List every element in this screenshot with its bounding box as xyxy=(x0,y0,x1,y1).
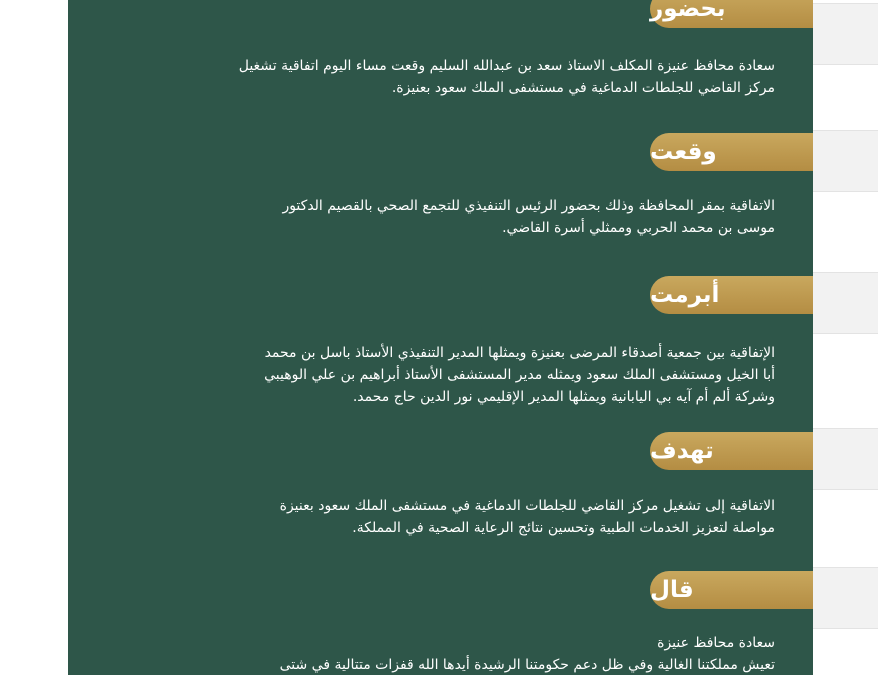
section-heading: أبرمت xyxy=(650,281,720,308)
section-line: مركز القاضي للجلطات الدماغية في مستشفى الملك سعود بعنيزة. xyxy=(391,80,775,96)
side-strip-5 xyxy=(813,567,878,629)
section-heading: قال xyxy=(650,576,694,603)
section-heading: تهدف xyxy=(650,437,714,464)
section-heading-tab xyxy=(650,276,813,314)
side-strip-2 xyxy=(813,130,878,192)
section-line: الاتفاقية إلى تشغيل مركز القاضي للجلطات الدماغية في مستشفى الملك سعود بعنيزة xyxy=(279,498,775,514)
section-line: تعيش مملكتنا الغالية وفي ظل دعم حكومتنا الرشيدة أيدها الله قفزات متتالية في شتى xyxy=(279,657,775,673)
side-strip-4 xyxy=(813,428,878,490)
side-strip-3 xyxy=(813,272,878,334)
section-line: سعادة محافظ عنيزة المكلف الاستاذ سعد بن عبدالله السليم وقعت مساء اليوم اتفاقية تشغيل xyxy=(238,58,775,74)
section-line: أبا الخيل ومستشفى الملك سعود ويمثله مدير المستشفى الأستاذ أبراهيم بن علي الوهيبي xyxy=(264,367,775,383)
section-line: الإتفاقية بين جمعية أصدقاء المرضى بعنيزة ويمثلها المدير التنفيذي الأستاذ باسل بن محمد xyxy=(264,345,775,361)
section-heading-tab xyxy=(650,571,813,609)
section-line: وشركة ألم أم آيه بي اليابانية ويمثلها المدير الإقليمي نور الدين حاج محمد. xyxy=(352,389,775,405)
section-line: سعادة محافظ عنيزة xyxy=(657,635,775,651)
section-heading-tab xyxy=(650,432,813,470)
section-body xyxy=(105,632,775,675)
side-strip-1 xyxy=(813,3,878,65)
section-heading: بحضور xyxy=(650,0,726,22)
section-heading: وقعت xyxy=(650,138,717,165)
section-body xyxy=(105,55,775,99)
section-line: مواصلة لتعزيز الخدمات الطبية وتحسين نتائج الرعاية الصحية في المملكة. xyxy=(352,520,775,536)
section-body xyxy=(105,195,775,239)
section-heading-tab xyxy=(650,0,813,28)
section-body xyxy=(105,495,775,539)
section-body xyxy=(105,342,775,408)
section-line: موسى بن محمد الحربي وممثلي أسرة القاضي. xyxy=(502,220,775,236)
section-line: الاتفاقية بمقر المحافظة وذلك بحضور الرئيس التنفيذي للتجمع الصحي بالقصيم الدكتور xyxy=(282,198,775,214)
section-heading-tab xyxy=(650,133,813,171)
